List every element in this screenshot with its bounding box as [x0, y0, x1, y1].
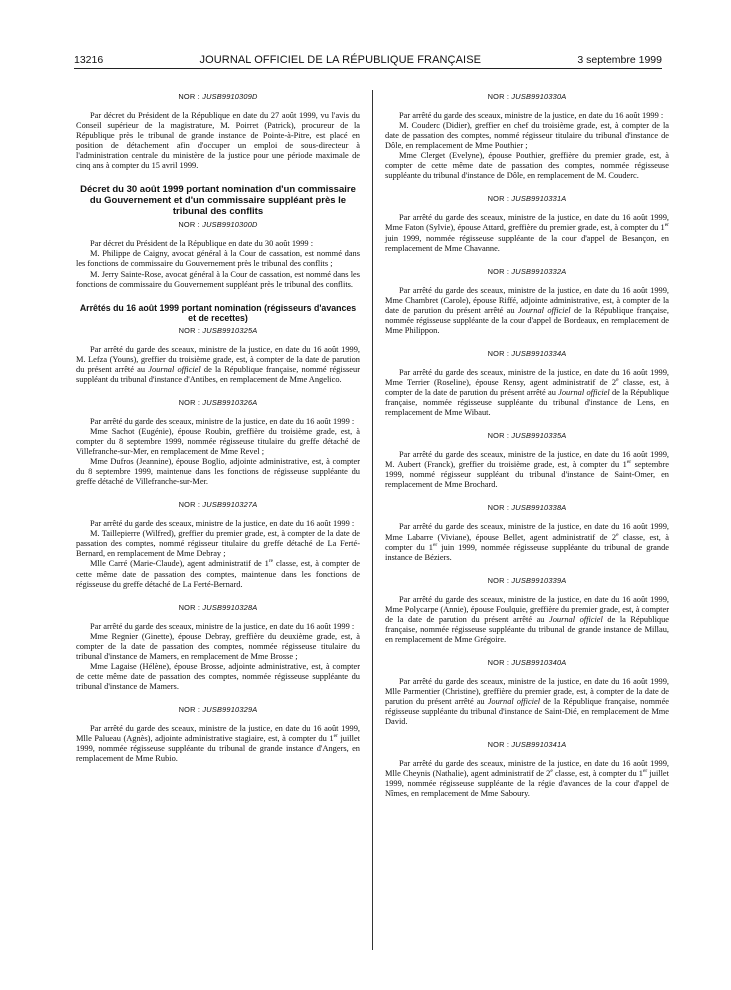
- section-title: Arrêtés du 16 août 1999 portant nomination (régisseurs d'avances et de recettes): [79, 302, 357, 323]
- nor-reference: NOR : JUSB9910329A: [178, 704, 258, 714]
- decree-paragraph: Par arrêté du garde des sceaux, ministre de la justice, en date du 16 août 1999, M. Lefza (Youns), greffier du troisième grade, est, à compter de la date de parution du présent arrêté au Journal officiel de la République française, nommé régisseur suppléant du tribunal d'instance d'Antibes, en remplacement de Mme Angelico.: [76, 344, 360, 384]
- decree-paragraph: Par arrêté du garde des sceaux, ministre de la justice, en date du 16 août 1999 :: [90, 621, 355, 631]
- decree-paragraph: Par arrêté du garde des sceaux, ministre de la justice, en date du 16 août 1999, Mlle Parmentier (Christine), greffière du premier grade, est, à compter de la date de parution du présent arrêté au Journal officiel de la République française, nommée régisseuse suppléante du tribunal d'instance de Saint-Dié, en remplacement de Mme David.: [385, 676, 670, 727]
- decree-paragraph: M. Couderc (Didier), greffier en chef du troisième grade, est, à compter de la date de passation des comptes, nommé régisseur titulaire du tribunal d'instance de Dôle, en remplacement de Mme Pouthier ;: [385, 121, 669, 151]
- decree-paragraph: Par arrêté du garde des sceaux, ministre de la justice, en date du 16 août 1999, M. Aubert (Franck), greffier du troisième grade, est, à compter du 1er septembre 1999, nommé régisseur suppléant du tribunal d'instance de Saint-Omer, en remplacement de Mme Brochard.: [385, 450, 669, 490]
- header-rule: [74, 68, 662, 69]
- decree-paragraph: Mlle Carré (Marie-Claude), agent administratif de 1re classe, est, à compter de cette même date de passation des comptes, maintenue dans les fonctions de régisseuse du greffe détaché de La Ferté-Bernard.: [76, 558, 360, 589]
- decree-paragraph: Par arrêté du garde des sceaux, ministre de la justice, en date du 16 août 1999 :: [90, 416, 355, 426]
- decree-paragraph: Mme Lagaise (Hélène), épouse Brosse, adjointe administrative, est, à compter de cette même date de passation des comptes, nommée régisseuse suppléante du tribunal d'instance de Mamers.: [76, 661, 360, 691]
- nor-reference: NOR : JUSB9910340A: [487, 657, 567, 667]
- decree-paragraph: Par arrêté du garde des sceaux, ministre de la justice, en date du 16 août 1999, Mme Polycarpe (Annie), épouse Foulquie, greffière du premier grade, est, à compter de la date de parution du présent arrêté au Journal officiel de la République française, nommée régisseuse suppléante du tribunal de grande instance de Millau, en remplacement de Mme Grégoire.: [385, 594, 670, 644]
- decree-paragraph: Mme Sachot (Eugénie), épouse Roubin, greffière du troisième grade, est, à compter du 8 septembre 1999, nommée régisseuse titulaire du greffe détaché de Villefranche-sur-Mer, en remplacement de Mme Revel ;: [76, 426, 360, 457]
- nor-reference: NOR : JUSB9910332A: [487, 266, 567, 276]
- nor-reference: NOR : JUSB9910326A: [178, 397, 258, 407]
- page-number: 13216: [74, 54, 104, 66]
- decree-paragraph: M. Taillepierre (Wilfred), greffier du premier grade, est, à compter de la date de passation des comptes, nommé régisseur titulaire du greffe détaché de La Ferté-Bernard, en remplacement de Mme Debray ;: [76, 529, 360, 559]
- nor-reference: NOR : JUSB9910300D: [178, 220, 258, 230]
- decree-paragraph: Par arrêté du garde des sceaux, ministre de la justice, en date du 16 août 1999, Mme Faton (Sylvie), épouse Attard, greffière du premier grade, est, à compter du 1er juin 1999, nommée régisseuse suppléante de la cour d'appel de Besançon, en remplacement de Mme Chavanne.: [385, 213, 669, 253]
- page-header: [74, 52, 662, 68]
- decree-paragraph: Par arrêté du garde des sceaux, ministre de la justice, en date du 16 août 1999, Mlle Palueau (Agnès), adjointe administrative stagiaire, est, à compter du 1er juillet 1999, nommée régisseuse suppléante du tribunal de grande instance d'Angers, en remplacement de Mme Rubio.: [76, 724, 360, 764]
- decree-paragraph: Par arrêté du garde des sceaux, ministre de la justice, en date du 16 août 1999, Mlle Cheynis (Nathalie), agent administratif de 2e classe, est, à compter du 1er juillet 1999, nommée régisseuse suppléante de la régie d'avances de la cour d'appel de Nîmes, en remplacement de Mme Saboury.: [385, 759, 669, 799]
- decree-paragraph: Par décret du Président de la République en date du 30 août 1999 :: [90, 239, 314, 249]
- nor-reference: NOR : JUSB9910325A: [178, 325, 258, 335]
- decree-paragraph: Par arrêté du garde des sceaux, ministre de la justice, en date du 16 août 1999, Mme Terrier (Roseline), épouse Rensy, agent administratif de 2e classe, est, à compter de la date de parution du présent arrêté au Journal officiel de la République française, nommée régisseuse suppléante du tribunal d'instance de Lens, en remplacement de Mme Wibaut.: [385, 367, 670, 418]
- nor-reference: NOR : JUSB9910339A: [487, 575, 567, 585]
- decree-paragraph: M. Philippe de Caigny, avocat général à la Cour de cassation, est nommé dans les fonctions de commissaire du Gouvernement près le tribunal des conflits ;: [76, 249, 360, 269]
- decree-paragraph: Par décret du Président de la République en date du 27 août 1999, vu l'avis du Conseil supérieur de la magistrature, M. Poirret (Patrick), procureur de la République près le tribunal de grande instance de Pointe-à-Pitre, est placé en position de détachement afin d'occuper un emploi de sous-directeur à l'administration centrale du ministère de la justice pour une période maximale de cinq ans à compter du 15 avril 1999.: [76, 111, 360, 171]
- nor-reference: NOR : JUSB9910331A: [487, 194, 567, 204]
- nor-reference: NOR : JUSB9910328A: [178, 602, 258, 612]
- decree-paragraph: Mme Dufros (Jeannine), épouse Boglio, adjointe administrative, est, à compter du 8 septembre 1999, maintenue dans les fonctions de régisseuse suppléante du greffe détaché de Villefranche-sur-Mer.: [76, 457, 360, 487]
- decree-paragraph: Par arrêté du garde des sceaux, ministre de la justice, en date du 16 août 1999, Mme Labarre (Viviane), épouse Bellet, agent administratif de 2e classe, est, à compter du 1er juin 1999, nommée régisseuse suppléante du tribunal de grande instance de Béziers.: [385, 522, 669, 562]
- right-column: [385, 92, 669, 799]
- nor-reference: NOR : JUSB9910338A: [487, 503, 567, 513]
- journal-title: JOURNAL OFFICIEL DE LA RÉPUBLIQUE FRANÇAISE: [199, 54, 482, 66]
- section-title: Décret du 30 août 1999 portant nomination d'un commissaire du Gouvernement et d'un commissaire suppléant près le tribunal des conflits: [80, 184, 356, 218]
- nor-reference: NOR : JUSB9910334A: [487, 348, 567, 358]
- column-divider: [372, 90, 373, 950]
- nor-reference: NOR : JUSB9910335A: [487, 431, 567, 441]
- decree-paragraph: Mme Clerget (Evelyne), épouse Pouthier, greffière du premier grade, est, à compter de cette même date de passation des comptes, nommée régisseuse suppléante du tribunal d'instance de Dôle, en remplacement de M. Couderc.: [385, 151, 669, 181]
- issue-date: 3 septembre 1999: [577, 54, 662, 66]
- decree-paragraph: Mme Regnier (Ginette), épouse Debray, greffière du deuxième grade, est, à compter de la date de passation des comptes, nommée régisseuse titulaire du tribunal d'instance de Mamers, en remplacement de Mme Brosse ;: [76, 631, 360, 661]
- nor-reference: NOR : JUSB9910330A: [487, 92, 567, 101]
- decree-paragraph: Par arrêté du garde des sceaux, ministre de la justice, en date du 16 août 1999, Mme Chambret (Carole), épouse Riffé, adjointe administrative, est, à compter de la date de parution du présent arrêté au Journal officiel de la République française, nommée régisseuse suppléante de la cour d'appel de Bordeaux, en remplacement de Mme Philippon.: [385, 285, 669, 335]
- nor-reference: NOR : JUSB9910327A: [178, 500, 258, 510]
- decree-paragraph: M. Jerry Sainte-Rose, avocat général à la Cour de cassation, est nommé dans les fonctions de commissaire du Gouvernement suppléant près le tribunal des conflits.: [76, 269, 360, 289]
- left-column: [76, 92, 360, 764]
- decree-paragraph: Par arrêté du garde des sceaux, ministre de la justice, en date du 16 août 1999 :: [399, 111, 664, 121]
- nor-reference: NOR : JUSB9910309D: [178, 92, 258, 101]
- decree-paragraph: Par arrêté du garde des sceaux, ministre de la justice, en date du 16 août 1999 :: [90, 519, 355, 529]
- nor-reference: NOR : JUSB9910341A: [487, 740, 567, 750]
